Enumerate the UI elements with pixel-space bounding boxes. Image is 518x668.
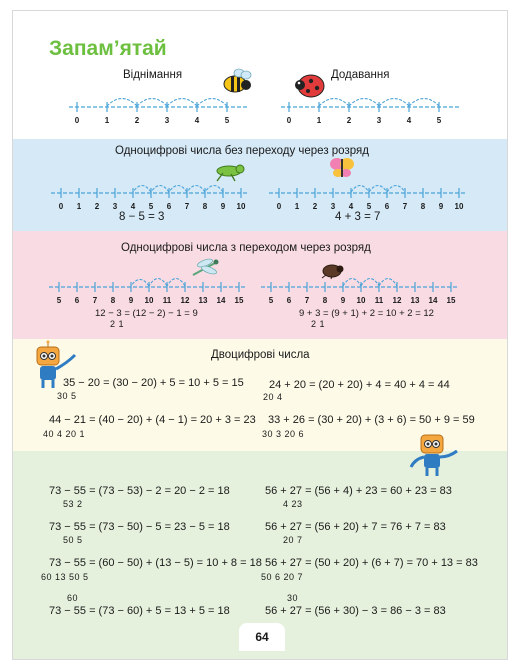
- tick-label: 14: [216, 296, 226, 305]
- tick-label: 0: [58, 202, 64, 211]
- example-addition-4-split: 30: [287, 593, 299, 603]
- tick-label: 15: [234, 296, 244, 305]
- addition-label: Додавання: [331, 69, 390, 81]
- tick-label: 10: [454, 202, 464, 211]
- example-addition-2-split: 20 7: [283, 535, 303, 545]
- tick-label: 1: [316, 116, 322, 125]
- tick-label: 12: [392, 296, 402, 305]
- two-digit-addition-1: 24 + 20 = (20 + 20) + 4 = 40 + 4 = 44: [269, 379, 450, 391]
- example-subtraction-1: 73 − 55 = (73 − 53) − 2 = 20 − 2 = 18: [49, 485, 230, 497]
- tick-label: 9: [340, 296, 346, 305]
- carry-subtraction-equation: 12 − 3 = (12 − 2) − 1 = 9: [95, 308, 198, 319]
- example-addition-3: 56 + 27 = (50 + 20) + (6 + 7) = 70 + 13 = 83: [265, 557, 478, 569]
- tick-label: 7: [402, 202, 408, 211]
- tick-label: 5: [366, 202, 372, 211]
- example-addition-2: 56 + 27 = (56 + 20) + 7 = 76 + 7 = 83: [265, 521, 446, 533]
- tick-label: 13: [198, 296, 208, 305]
- tick-label: 2: [134, 116, 140, 125]
- no-carry-addition-equation: 4 + 3 = 7: [335, 211, 381, 223]
- tick-label: 4: [348, 202, 354, 211]
- page: [12, 10, 508, 660]
- tick-label: 5: [224, 116, 230, 125]
- tick-label: 5: [148, 202, 154, 211]
- tick-label: 3: [330, 202, 336, 211]
- tick-label: 8: [322, 296, 328, 305]
- no-carry-heading: Одноцифрові числа без переходу через розряд: [115, 145, 369, 157]
- page-title: Запам’ятай: [49, 37, 167, 60]
- tick-label: 10: [144, 296, 154, 305]
- example-subtraction-4: 73 − 55 = (73 − 60) + 5 = 13 + 5 = 18: [49, 605, 230, 617]
- number-line-carry-subtraction: [49, 265, 249, 305]
- tick-label: 9: [128, 296, 134, 305]
- tick-label: 12: [180, 296, 190, 305]
- two-digit-addition-2-split: 30 3 20 6: [262, 429, 305, 439]
- two-digit-subtraction-1-split: 30 5: [57, 391, 77, 401]
- two-digit-subtraction-2-split: 40 4 20 1: [43, 429, 86, 439]
- tick-label: 0: [276, 202, 282, 211]
- number-line-no-carry-addition: [269, 171, 469, 211]
- tick-label: 7: [304, 296, 310, 305]
- example-subtraction-4-split: 60: [67, 593, 79, 603]
- tick-label: 7: [184, 202, 190, 211]
- two-digit-subtraction-2: 44 − 21 = (40 − 20) + (4 − 1) = 20 + 3 = 23: [49, 414, 256, 426]
- tick-label: 0: [286, 116, 292, 125]
- tick-label: 15: [446, 296, 456, 305]
- tick-label: 6: [166, 202, 172, 211]
- carry-subtraction-split: 2 1: [110, 319, 125, 329]
- tick-label: 4: [130, 202, 136, 211]
- tick-label: 3: [376, 116, 382, 125]
- tick-label: 5: [436, 116, 442, 125]
- carry-addition-split: 2 1: [311, 319, 326, 329]
- tick-label: 9: [438, 202, 444, 211]
- example-subtraction-3: 73 − 55 = (60 − 50) + (13 − 5) = 10 + 8 = 18: [49, 557, 262, 569]
- two-digit-heading: Двоцифрові числа: [211, 349, 310, 361]
- number-line-addition: [281, 85, 461, 123]
- robot-icon: [407, 433, 463, 477]
- tick-label: 3: [112, 202, 118, 211]
- example-addition-1: 56 + 27 = (56 + 4) + 23 = 60 + 23 = 83: [265, 485, 452, 497]
- no-carry-subtraction-equation: 8 − 5 = 3: [119, 211, 165, 223]
- tick-label: 4: [406, 116, 412, 125]
- tick-label: 7: [92, 296, 98, 305]
- tick-label: 3: [164, 116, 170, 125]
- two-digit-addition-2: 33 + 26 = (30 + 20) + (3 + 6) = 50 + 9 = 59: [268, 414, 475, 426]
- tick-label: 13: [410, 296, 420, 305]
- number-line-subtraction: [69, 85, 249, 123]
- tick-label: 1: [294, 202, 300, 211]
- tick-label: 5: [268, 296, 274, 305]
- tick-label: 1: [104, 116, 110, 125]
- example-subtraction-1-split: 53 2: [63, 499, 83, 509]
- tick-label: 10: [356, 296, 366, 305]
- subtraction-label: Віднімання: [123, 69, 183, 81]
- tick-label: 10: [236, 202, 246, 211]
- tick-label: 0: [74, 116, 80, 125]
- number-line-carry-addition: [261, 265, 461, 305]
- example-addition-3-split: 50 6 20 7: [261, 572, 304, 582]
- tick-label: 2: [346, 116, 352, 125]
- tick-label: 8: [110, 296, 116, 305]
- two-digit-addition-1-split: 20 4: [263, 392, 283, 402]
- tick-label: 1: [76, 202, 82, 211]
- page-number: 64: [239, 623, 285, 651]
- carry-addition-equation: 9 + 3 = (9 + 1) + 2 = 10 + 2 = 12: [299, 308, 434, 319]
- with-carry-heading: Одноцифрові числа з переходом через розряд: [121, 242, 371, 254]
- tick-label: 8: [202, 202, 208, 211]
- tick-label: 4: [194, 116, 200, 125]
- example-subtraction-2-split: 50 5: [63, 535, 83, 545]
- tick-label: 14: [428, 296, 438, 305]
- example-addition-4: 56 + 27 = (56 + 30) − 3 = 86 − 3 = 83: [265, 605, 446, 617]
- tick-label: 9: [220, 202, 226, 211]
- tick-label: 11: [162, 296, 172, 305]
- tick-label: 5: [56, 296, 62, 305]
- tick-label: 2: [312, 202, 318, 211]
- tick-label: 2: [94, 202, 100, 211]
- example-addition-1-split: 4 23: [283, 499, 303, 509]
- example-subtraction-2: 73 − 55 = (73 − 50) − 5 = 23 − 5 = 18: [49, 521, 230, 533]
- example-subtraction-3-split: 60 13 50 5: [41, 572, 89, 582]
- tick-label: 11: [374, 296, 384, 305]
- tick-label: 6: [384, 202, 390, 211]
- number-line-no-carry-subtraction: [51, 171, 251, 211]
- tick-label: 6: [286, 296, 292, 305]
- two-digit-subtraction-1: 35 − 20 = (30 − 20) + 5 = 10 + 5 = 15: [63, 377, 244, 389]
- tick-label: 6: [74, 296, 80, 305]
- tick-label: 8: [420, 202, 426, 211]
